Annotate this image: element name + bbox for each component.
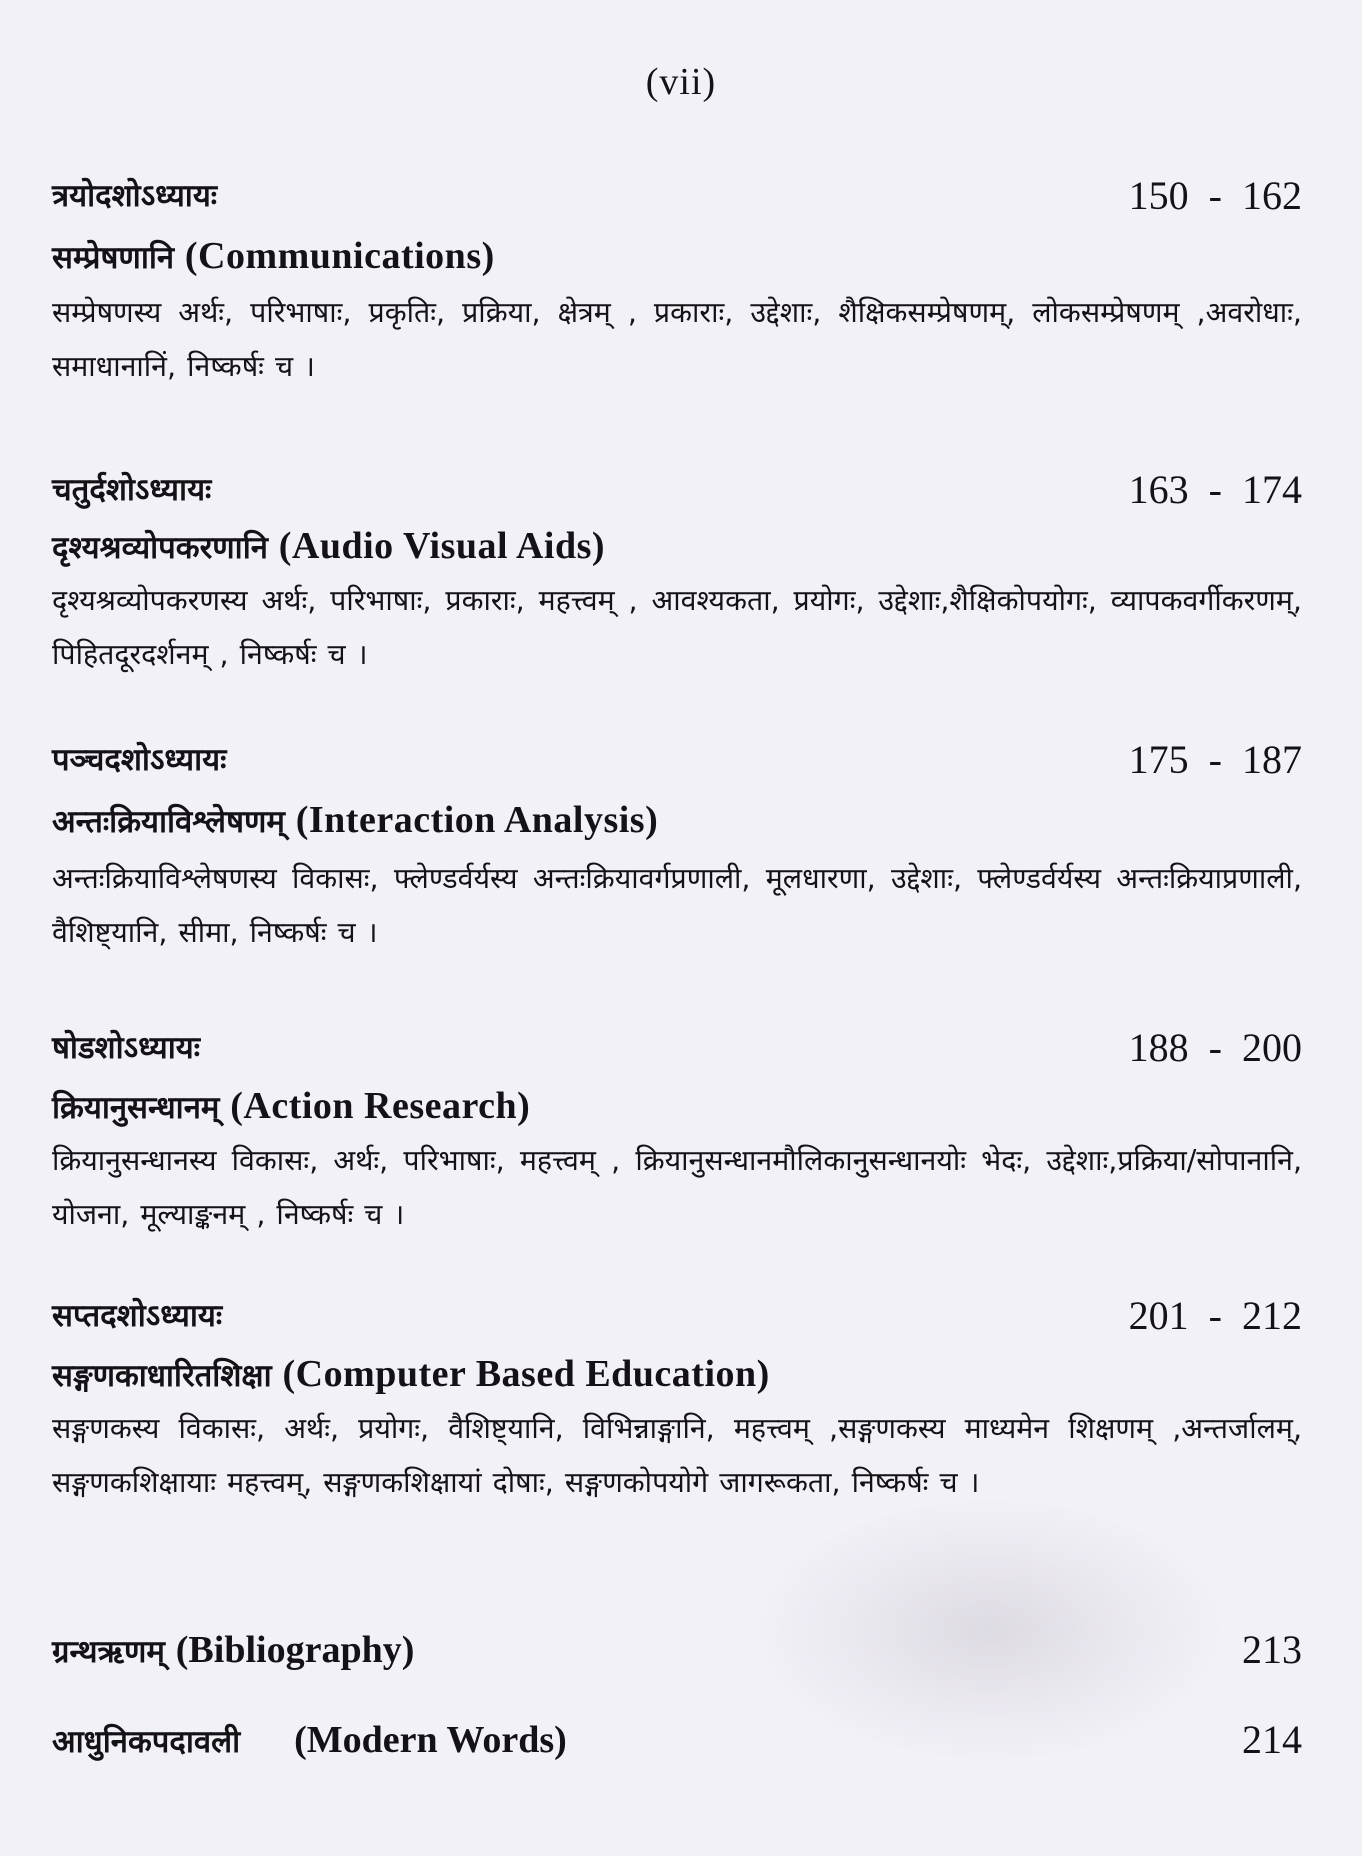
chapter-name: षोडशोऽध्यायः [52, 1030, 201, 1066]
chapter-subtitle-sanskrit: अन्तःक्रियाविश्लेषणम् [52, 804, 285, 840]
modern-words-entry [52, 1712, 1302, 1768]
chapter-description: दृश्यश्रव्योपकरणस्य अर्थः, परिभाषाः, प्रकाराः, महत्त्वम् , आवश्यकता, प्रयोगः, उद्देशाः,शैक्षिकोपयोगः, व्यापकवर्गीकरणम्, पिहितदूरदर्शनम् , निष्कर्षः च । [52, 584, 1302, 671]
chapter-name: पञ्चदशोऽध्यायः [52, 742, 227, 778]
chapter-subtitle [52, 520, 1302, 574]
chapter-subtitle-sanskrit: क्रियानुसन्धानम् [52, 1090, 220, 1126]
chapter-entry-17 [52, 1290, 1302, 1510]
chapter-name: चतुर्दशोऽध्यायः [52, 472, 212, 508]
bibliography-title-english: (Bibliography) [175, 1629, 415, 1671]
chapter-subtitle [52, 1080, 1302, 1134]
chapter-subtitle [52, 1348, 1302, 1402]
bibliography-title-sanskrit: ग्रन्थऋणम् [52, 1634, 165, 1670]
bibliography-entry [52, 1622, 1302, 1678]
bibliography-page: 213 [1242, 1627, 1302, 1672]
modern-words-title-sanskrit: आधुनिकपदावली [52, 1724, 241, 1760]
bibliography-title [52, 1622, 414, 1680]
chapter-name: त्रयोदशोऽध्यायः [52, 178, 218, 214]
modern-words-page: 214 [1242, 1717, 1302, 1762]
chapter-subtitle-sanskrit: सङ्गणकाधारितशिक्षा [52, 1358, 272, 1394]
chapter-subtitle-sanskrit: दृश्यश्रव्योपकरणानि [52, 530, 268, 566]
chapter-heading-row [52, 1290, 1302, 1342]
chapter-entry-14 [52, 464, 1302, 682]
chapter-subtitle-english: (Interaction Analysis) [295, 799, 659, 841]
chapter-heading-row [52, 1022, 1302, 1074]
chapter-name: सप्तदशोऽध्यायः [52, 1298, 223, 1334]
chapter-subtitle [52, 230, 1302, 284]
chapter-page-range: 188 - 200 [1128, 1025, 1302, 1070]
modern-words-title-english: (Modern Words) [294, 1719, 567, 1761]
chapter-entry-13 [52, 170, 1302, 394]
chapter-page-range: 163 - 174 [1128, 467, 1302, 512]
chapter-entry-16 [52, 1022, 1302, 1242]
chapter-heading-row [52, 734, 1302, 786]
chapter-description: सङ्गणकस्य विकासः, अर्थः, प्रयोगः, वैशिष्ट्यानि, विभिन्नाङ्गानि, महत्त्वम् ,सङ्गणकस्य माध्यमेन शिक्षणम् ,अन्तर्जालम्, सङ्गणकशिक्षायाः महत्त्वम्, सङ्गणकशिक्षायां दोषाः, सङ्गणकोपयोगे जागरूकता, निष्कर्षः च । [52, 1412, 1302, 1499]
modern-words-title [52, 1712, 567, 1770]
chapter-subtitle-english: (Audio Visual Aids) [278, 525, 606, 567]
chapter-subtitle-english: (Communications) [184, 235, 495, 277]
chapter-page-range: 201 - 212 [1128, 1293, 1302, 1338]
chapter-subtitle-sanskrit: सम्प्रेषणानि [52, 240, 175, 276]
chapter-description: सम्प्रेषणस्य अर्थः, परिभाषाः, प्रकृतिः, प्रक्रिया, क्षेत्रम् , प्रकाराः, उद्देशाः, शैक्षिकसम्प्रेषणम्, लोकसम्प्रेषणम् ,अवरोधाः, समाधानानिं, निष्कर्षः च । [52, 296, 1302, 383]
chapter-heading-row [52, 464, 1302, 516]
chapter-page-range: 150 - 162 [1128, 173, 1302, 218]
page-number: (vii) [645, 61, 717, 103]
chapter-page-range: 175 - 187 [1128, 737, 1302, 782]
chapter-subtitle [52, 794, 1302, 848]
chapter-entry-15 [52, 734, 1302, 960]
chapter-subtitle-english: (Action Research) [230, 1085, 531, 1127]
chapter-heading-row [52, 170, 1302, 222]
chapter-description: अन्तःक्रियाविश्लेषणस्य विकासः, फ्लेण्डर्वर्यस्य अन्तःक्रियावर्गप्रणाली, मूलधारणा, उद्देशाः, फ्लेण्डर्वर्यस्य अन्तःक्रियाप्रणाली, वैशिष्ट्यानि, सीमा, निष्कर्षः च । [52, 862, 1302, 949]
chapter-description: क्रियानुसन्धानस्य विकासः, अर्थः, परिभाषाः, महत्त्वम् , क्रियानुसन्धानमौलिकानुसन्धानयोः भेदः, उद्देशाः,प्रक्रिया/सोपानानि, योजना, मूल्याङ्कनम् , निष्कर्षः च । [52, 1144, 1302, 1231]
chapter-subtitle-english: (Computer Based Education) [282, 1353, 770, 1395]
